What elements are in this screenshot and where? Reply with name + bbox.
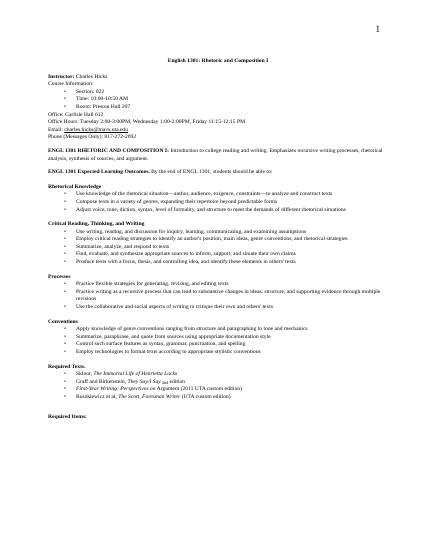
- list-item: • Employ critical reading strategies to identify an author's position, main ideas, genre conventions, and rhetorical strategies: [48, 236, 388, 244]
- list-item: • Use knowledge of the rhetorical situation—author, audience, exigence, constraints—to analyze and construct texts: [48, 191, 388, 199]
- office: Office: Carlisle Hall 612: [48, 111, 104, 118]
- critical-list: [48, 229, 388, 267]
- list-item: • Employ technologies to format texts according to appropriate stylistic conventions: [48, 349, 388, 357]
- processes-list: [48, 281, 388, 311]
- course-info-list: [48, 89, 388, 112]
- office-hours: Office Hours: Tuesday 2:00-3:00PM, Wednesday 1:00-2:00PM, Friday 11:15-12:15 PM: [48, 119, 246, 126]
- required-texts-heading: Required Texts.: [48, 363, 86, 370]
- conventions-list: [48, 326, 388, 356]
- list-item: • Summarize, analyze, and respond to texts: [48, 244, 388, 252]
- instructor-name: Charles Hicks: [75, 73, 108, 80]
- text-author: Ruszkiewicz et al,: [76, 393, 119, 400]
- text-edition-number: 2nd: [162, 379, 169, 385]
- list-item: • Apply knowledge of genre conventions ranging from structure and paragraphing to tone and mechanics: [48, 326, 388, 334]
- list-item: • Produce texts with a focus, thesis, and controlling idea, and identify these elements in others' texts: [48, 259, 388, 267]
- outcomes-text: By the end of ENGL 1301, students should be able to:: [149, 169, 273, 176]
- list-item: • Summarize, paraphrase, and quote from sources using appropriate documentation style: [48, 334, 388, 342]
- course-description: [48, 148, 388, 163]
- section-heading-critical: Critical Reading, Thinking, and Writing: [48, 221, 145, 228]
- text-title: They Say/I Say: [127, 378, 161, 385]
- list-item: • Use the collaborative and social aspects of writing to critique their own and others' texts: [48, 304, 388, 312]
- outcomes-intro: [48, 169, 388, 177]
- section-heading-processes: Processes: [48, 273, 71, 280]
- list-item: • Adjust voice, tone, diction, syntax, level of formality, and structure to meet the demands of different rhetorical situations: [48, 207, 388, 215]
- text-note: Argument (2011 UTA custom edition): [155, 386, 242, 393]
- required-items-heading: Required Items:: [48, 413, 87, 420]
- phone: Phone (Messages Only): 817-272-2692: [48, 134, 137, 141]
- list-item: • Use writing, reading, and discussion for inquiry, learning, communicating, and examining assumptions: [48, 229, 388, 237]
- course-desc-title: ENGL 1301 RHETORIC AND COMPOSITION I:: [48, 147, 169, 154]
- list-item: • Practice flexible strategies for generating, revising, and editing texts: [48, 281, 388, 289]
- instructor-info: [48, 74, 388, 142]
- document-title: English 1301: Rhetoric and Composition I: [167, 58, 269, 64]
- email-link[interactable]: charles.hicks@mavs.uta.edu: [64, 126, 129, 133]
- page-number: 1: [375, 24, 380, 34]
- course-info-room: • Room: Preston Hall 207: [48, 104, 388, 112]
- email-label: Email:: [48, 126, 65, 133]
- list-item: • Compose texts in a variety of genres, expanding their repertoire beyond predictable forms: [48, 199, 388, 207]
- text-title: First-Year Writing: Perspectives on: [76, 386, 156, 393]
- course-info-label: Course Information:: [48, 81, 94, 88]
- syllabus-content: [48, 58, 388, 421]
- required-texts-list: [48, 371, 388, 401]
- section-heading-rhetorical: Rhetorical Knowledge: [48, 183, 102, 190]
- list-item: • Practice writing as a recursive process that can lead to substantive changes in ideas, structure, and supporting evidence through multiple revisions: [48, 289, 388, 304]
- course-desc-text: Introduction to college reading and writing. Emphasizes recursive writing processes, rhetorical analysis, synthesis of sources, and argument.: [48, 147, 383, 162]
- text-author: Skloot,: [76, 371, 94, 378]
- rhetorical-list: [48, 191, 388, 214]
- text-note: (UTA custom edition): [180, 393, 231, 400]
- text-item: [48, 386, 388, 394]
- text-item: [48, 394, 388, 402]
- text-item: [48, 371, 388, 379]
- course-info-section: • Section: 022: [48, 89, 388, 97]
- instructor-line: [48, 74, 388, 82]
- list-item: • Control such surface features as syntax, grammar, punctuation, and spelling: [48, 341, 388, 349]
- outcomes-title: ENGL 1301 Expected Learning Outcomes.: [48, 169, 150, 176]
- text-title: The Scott, Foresman Writer: [118, 393, 181, 400]
- course-info-time: • Time: 10:00-10:50 AM: [48, 96, 388, 104]
- text-note: edition: [168, 378, 186, 385]
- list-item: • Find, evaluate, and synthesize appropriate sources to inform, support, and situate their own claims: [48, 251, 388, 259]
- section-heading-conventions: Conventions: [48, 318, 78, 325]
- text-author: Graff and Birkenstein,: [76, 378, 128, 385]
- instructor-label: Instructor:: [48, 73, 75, 80]
- text-title: The Immortal Life of Henrietta Lacks: [93, 371, 178, 378]
